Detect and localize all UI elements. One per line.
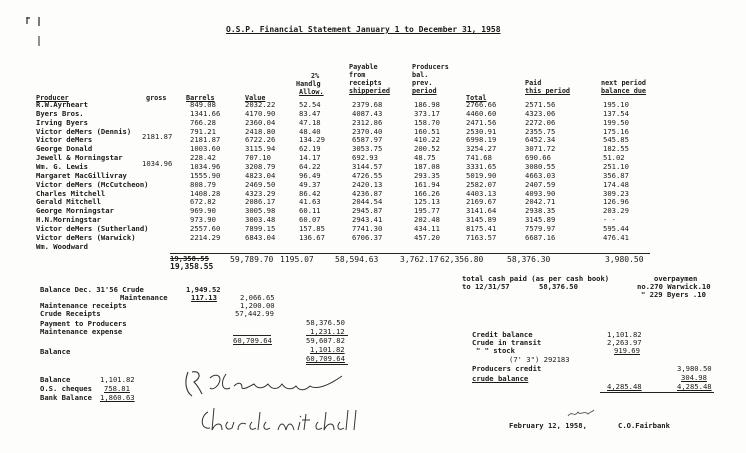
paid-value: 690.66 — [525, 153, 551, 163]
prev-balance-value: 202.48 — [414, 215, 440, 225]
total-payable: 58,594.63 — [335, 255, 379, 264]
handlg-value: 49.37 — [299, 179, 321, 189]
header-value: Value — [245, 94, 266, 102]
payable-value: 2945.87 — [352, 206, 383, 216]
total-barrels-1: 19,358.55 — [170, 254, 209, 263]
table-row — [0, 110, 746, 118]
value-value: 3115.94 — [245, 144, 276, 154]
value-value: 707.10 — [245, 153, 271, 163]
producer-name: George Morningstar — [36, 206, 114, 216]
prev-balance-value: 195.77 — [414, 206, 440, 216]
value-value: 4170.90 — [245, 108, 276, 118]
barrels-value: 808.79 — [190, 179, 216, 189]
header-prod-2: bal. — [412, 71, 429, 79]
paid-value: 4663.03 — [525, 170, 556, 180]
total-barrels-2: 19,358.55 — [170, 262, 214, 271]
ledger-payment: Payment to Producers — [40, 319, 127, 328]
table-row — [0, 243, 746, 251]
overpayment-3: " 229 Byers .10 — [641, 290, 706, 299]
handlg-value: 157.85 — [299, 223, 325, 233]
right-ledger-rule — [600, 392, 714, 393]
gross-value: 2181.87 — [142, 132, 173, 142]
payable-value: 692.93 — [352, 153, 378, 163]
producer-name: Wm. Woodward — [36, 241, 88, 251]
producer-name: George Donald — [36, 144, 93, 154]
bank-balance-value: 1,101.82 — [100, 375, 135, 384]
producer-name: Victor deMers (Sutherland) — [36, 223, 149, 233]
table-row — [0, 172, 746, 180]
handlg-value: 48.40 — [299, 126, 321, 136]
total-value: 2766.66 — [466, 100, 497, 109]
value-value: 2032.22 — [245, 100, 276, 109]
prev-balance-value: 186.98 — [414, 100, 440, 109]
value-value: 6722.26 — [245, 135, 276, 145]
prev-balance-value: 434.11 — [414, 223, 440, 233]
prev-balance-value: 158.70 — [414, 117, 440, 127]
total-value: 741.68 — [466, 153, 492, 163]
ledger-rule-1 — [233, 335, 271, 336]
table-row — [0, 145, 746, 153]
due-value: 251.10 — [603, 161, 629, 171]
producer-name: H.N.Morningstar — [36, 215, 101, 225]
page-title: O.S.P. Financial Statement January 1 to December 31, 1958 — [226, 25, 501, 34]
gross-value: 1034.96 — [142, 158, 173, 168]
barrels-value: 791.21 — [190, 126, 216, 136]
payable-value: 4726.55 — [352, 170, 383, 180]
total-value: 4460.60 — [466, 108, 497, 118]
ledger-maint-receipts: Maintenance receipts — [40, 301, 127, 310]
handlg-value: 62.19 — [299, 144, 321, 154]
value-value: 4323.29 — [245, 188, 276, 198]
due-value: 476.41 — [603, 232, 629, 242]
value-value: 2086.17 — [245, 197, 276, 207]
handlg-value: 83.47 — [299, 108, 321, 118]
table-row — [0, 119, 746, 127]
ledger-balance-dec: Balance Dec. 31'56 Crude — [40, 285, 144, 294]
header-payable-3: receipts — [349, 79, 382, 87]
ledger-maintenance: Maintenance — [120, 293, 168, 302]
total-value: 3145.89 — [466, 215, 497, 225]
ledger-maint-total: 2,066.65 — [240, 293, 275, 302]
total-total: 62,356.80 — [440, 255, 484, 264]
header-prod-3: prev. — [412, 79, 433, 87]
due-value: 595.44 — [603, 223, 629, 233]
header-total: Total — [466, 94, 487, 102]
due-value: 545.85 — [603, 135, 629, 145]
header-payable-1: Payable — [349, 63, 378, 71]
handlg-value: 136.67 — [299, 232, 325, 242]
handlg-value: 60.11 — [299, 206, 321, 216]
prev-balance-value: 48.75 — [414, 153, 436, 163]
prev-balance-value: 293.35 — [414, 170, 440, 180]
table-row — [0, 198, 746, 206]
footer-date: February 12, 1958, — [509, 421, 587, 430]
total-value: 3141.64 — [466, 206, 497, 216]
ledger-sub-right: 59,607.82 — [306, 336, 345, 345]
due-value: 126.96 — [603, 197, 629, 207]
crude-balance-value: 304.98 — [681, 373, 707, 382]
value-value: 2360.04 — [245, 117, 276, 127]
header-producer: Producer — [36, 94, 69, 102]
overpayment-2: no.270 Warwick.10 — [637, 282, 711, 291]
bank-bank-balance-label: Bank Balance — [40, 393, 92, 402]
value-value: 3003.48 — [245, 215, 276, 225]
handlg-value: 14.17 — [299, 153, 321, 163]
barrels-value: 969.90 — [190, 206, 216, 216]
table-row — [0, 128, 746, 136]
total-due: 3,980.50 — [605, 255, 644, 264]
barrels-value: 228.42 — [190, 153, 216, 163]
producers-credit-value: 3,980.50 — [677, 364, 712, 373]
payable-value: 4236.87 — [352, 188, 383, 198]
producer-name: Victor deMers (Warwick) — [36, 232, 136, 242]
barrels-value: 1341.66 — [190, 108, 221, 118]
ledger-sub-left: 60,709.64 — [233, 336, 272, 345]
value-value: 2469.50 — [245, 179, 276, 189]
value-value: 2418.80 — [245, 126, 276, 136]
due-value: - - — [603, 215, 616, 225]
total-paid: 58,376.30 — [507, 255, 551, 264]
handlg-value: 41.63 — [299, 197, 321, 207]
value-value: 7899.15 — [245, 223, 276, 233]
header-payable-2: from — [349, 71, 366, 79]
barrels-value: 1034.96 — [190, 161, 221, 171]
paid-value: 6687.16 — [525, 232, 556, 242]
paid-value: 2042.71 — [525, 197, 556, 207]
ledger-crude-receipts: Crude Receipts — [40, 309, 101, 318]
stock-label: " " stock — [476, 346, 515, 355]
handwritten-signature-mitchell — [198, 402, 378, 436]
ledger-grand: 60,709.64 — [306, 354, 345, 363]
header-handlg-1: Handlg — [296, 80, 321, 88]
header-next-1: next period — [601, 79, 647, 87]
payable-value: 3144.57 — [352, 161, 383, 171]
cash-note-line2-label: to 12/31/57 — [462, 282, 510, 291]
header-paid-1: Paid — [525, 79, 542, 87]
bank-balance-label: Balance — [40, 375, 71, 384]
bank-bank-balance-value: 1,860.63 — [100, 393, 135, 402]
total-value: 3331.65 — [466, 161, 497, 171]
ledger-maint-receipts-value: 1,200.00 — [240, 301, 275, 310]
handlg-value: 52.54 — [299, 100, 321, 109]
barrels-value: 973.90 — [190, 215, 216, 225]
producer-name: Gerald Mitchell — [36, 197, 101, 207]
prev-balance-value: 457.20 — [414, 232, 440, 242]
barrels-value: 766.28 — [190, 117, 216, 127]
overpayment-1: overpaymen — [654, 274, 698, 283]
payable-value: 6706.37 — [352, 232, 383, 242]
header-handlg-pct: 2% — [311, 72, 320, 80]
table-row — [0, 225, 746, 233]
paid-value: 2355.75 — [525, 126, 556, 136]
payable-value: 3053.75 — [352, 144, 383, 154]
prev-balance-value: 200.52 — [414, 144, 440, 154]
ledger-maintenance-value: 117.13 — [191, 293, 217, 302]
stock-note: (7' 3") 292183 — [509, 355, 570, 364]
table-row — [0, 181, 746, 189]
handlg-value: 86.42 — [299, 188, 321, 198]
payable-value: 2312.86 — [352, 117, 383, 127]
ledger-payment-value: 58,376.50 — [306, 318, 345, 327]
producer-name: Charles Mitchell — [36, 188, 106, 198]
ledger-crude-receipts-value: 57,442.99 — [235, 309, 274, 318]
payable-value: 2044.54 — [352, 197, 383, 207]
table-row — [0, 101, 746, 109]
total-value: 8175.41 — [466, 223, 497, 233]
ledger-balance-value: 1,101.82 — [310, 345, 345, 354]
due-value: 356.87 — [603, 170, 629, 180]
crude-balance: crude balance — [472, 374, 529, 383]
crude-transit: Crude in transit — [472, 338, 542, 347]
sum-right: 4,285.48 — [677, 382, 712, 391]
barrels-value: 849.08 — [190, 100, 216, 109]
total-value: 59,789.70 — [230, 255, 274, 264]
ledger-balance: Balance — [40, 347, 71, 356]
producer-name: R.W.Ayrheart — [36, 100, 88, 109]
payable-value: 6587.97 — [352, 135, 383, 145]
stock-value: 919.69 — [614, 346, 640, 355]
barrels-value: 2214.29 — [190, 232, 221, 242]
due-value: 174.48 — [603, 179, 629, 189]
value-value: 6843.04 — [245, 232, 276, 242]
payable-value: 2943.41 — [352, 215, 383, 225]
handlg-value: 64.22 — [299, 161, 321, 171]
payable-value: 2379.68 — [352, 100, 383, 109]
table-row — [0, 207, 746, 215]
paid-value: 2938.35 — [525, 206, 556, 216]
margin-punch-marks — [25, 14, 49, 50]
total-value: 6998.19 — [466, 135, 497, 145]
paid-value: 3071.72 — [525, 144, 556, 154]
total-value: 4403.13 — [466, 188, 497, 198]
cash-note-line2-value: 58,376.50 — [539, 282, 578, 291]
paid-value: 3145.89 — [525, 215, 556, 225]
ledger-balance-dec-value: 1,949.52 — [186, 285, 221, 294]
ledger-maint-expense: Maintenance expense — [40, 327, 123, 336]
producer-name: Victor deMers (McCutcheon) — [36, 179, 149, 189]
sum-left: 4,285.48 — [607, 382, 642, 391]
producers-credit: Producers credit — [472, 364, 542, 373]
header-payable-4: shipperied — [349, 87, 390, 95]
header-gross: gross — [146, 94, 167, 102]
payable-value: 2420.13 — [352, 179, 383, 189]
bank-cheques-value: 758.81 — [104, 384, 130, 393]
ledger-rule-2 — [306, 335, 348, 336]
handwritten-initials — [566, 406, 596, 420]
handlg-value: 96.49 — [299, 170, 321, 180]
value-value: 3208.79 — [245, 161, 276, 171]
total-value: 7163.57 — [466, 232, 497, 242]
crude-transit-value: 2,263.97 — [607, 338, 642, 347]
prev-balance-value: 160.51 — [414, 126, 440, 136]
producer-name: Wm. G. Lewis — [36, 161, 88, 171]
prev-balance-value: 187.08 — [414, 161, 440, 171]
payable-value: 4087.43 — [352, 108, 383, 118]
due-value: 203.29 — [603, 206, 629, 216]
producer-name: Victor deMers (Dennis) — [36, 126, 132, 136]
ledger-maint-expense-value: 1,231.12 — [310, 327, 345, 336]
handwritten-signature-mcgillivray — [180, 368, 350, 400]
credit-balance: Credit balance — [472, 330, 533, 339]
prev-balance-value: 166.26 — [414, 188, 440, 198]
total-handlg: 1195.07 — [280, 255, 314, 264]
barrels-value: 2557.60 — [190, 223, 221, 233]
handlg-value: 60.07 — [299, 215, 321, 225]
header-prod-4: period — [412, 87, 437, 95]
barrels-value: 1408.28 — [190, 188, 221, 198]
due-value: 195.10 — [603, 100, 629, 109]
table-row — [0, 132, 746, 145]
paid-value: 4323.06 — [525, 108, 556, 118]
table-row — [0, 190, 746, 198]
paid-value: 7579.97 — [525, 223, 556, 233]
total-value: 2169.67 — [466, 197, 497, 207]
due-value: 137.54 — [603, 108, 629, 118]
ledger-rule-3 — [306, 364, 348, 365]
prev-balance-value: 125.13 — [414, 197, 440, 207]
paid-value: 4093.90 — [525, 188, 556, 198]
paid-value: 2571.56 — [525, 100, 556, 109]
barrels-value: 1555.90 — [190, 170, 221, 180]
value-value: 4823.04 — [245, 170, 276, 180]
total-value: 5019.90 — [466, 170, 497, 180]
barrels-value: 2181.87 — [190, 135, 221, 145]
paid-value: 2272.06 — [525, 117, 556, 127]
credit-balance-value: 1,101.82 — [607, 330, 642, 339]
producer-name: Irving Byers — [36, 117, 88, 127]
header-barrels: Barrels — [186, 94, 215, 102]
cash-note-line1: total cash paid (as per cash book) — [462, 274, 610, 283]
barrels-value: 1003.60 — [190, 144, 221, 154]
bank-cheques-label: O.S. cheques — [40, 384, 92, 393]
producer-name: Margaret MacGillivray — [36, 170, 127, 180]
header-prod-1: Producers — [412, 63, 449, 71]
due-value: 175.16 — [603, 126, 629, 136]
total-value: 3254.27 — [466, 144, 497, 154]
paid-value: 6452.34 — [525, 135, 556, 145]
total-prev: 3,762.17 — [400, 255, 439, 264]
header-next-2: balance due — [601, 87, 647, 95]
due-value: 309.23 — [603, 188, 629, 198]
payable-value: 2370.40 — [352, 126, 383, 136]
total-value: 2530.91 — [466, 126, 497, 136]
totals-rule — [170, 253, 650, 254]
paid-value: 2407.59 — [525, 179, 556, 189]
due-value: 199.50 — [603, 117, 629, 127]
total-value: 2471.56 — [466, 117, 497, 127]
producer-name: Byers Bros. — [36, 108, 84, 118]
table-row — [0, 154, 746, 162]
table-row — [0, 234, 746, 242]
handlg-value: 134.29 — [299, 135, 325, 145]
prev-balance-value: 161.94 — [414, 179, 440, 189]
paid-value: 3080.55 — [525, 161, 556, 171]
value-value: 3005.98 — [245, 206, 276, 216]
barrels-value: 672.82 — [190, 197, 216, 207]
table-row — [0, 216, 746, 224]
producer-name: Victor deMers — [36, 135, 93, 145]
due-value: 182.55 — [603, 144, 629, 154]
payable-value: 7741.30 — [352, 223, 383, 233]
footer-signer: C.O.Fairbank — [618, 421, 670, 430]
prev-balance-value: 410.22 — [414, 135, 440, 145]
producer-name: Jewell & Morningstar — [36, 153, 123, 163]
handlg-value: 47.18 — [299, 117, 321, 127]
due-value: 51.02 — [603, 153, 625, 163]
header-handlg-2: Allow. — [299, 88, 324, 96]
header-paid-2: this period — [525, 87, 571, 95]
total-value: 2582.07 — [466, 179, 497, 189]
prev-balance-value: 373.17 — [414, 108, 440, 118]
